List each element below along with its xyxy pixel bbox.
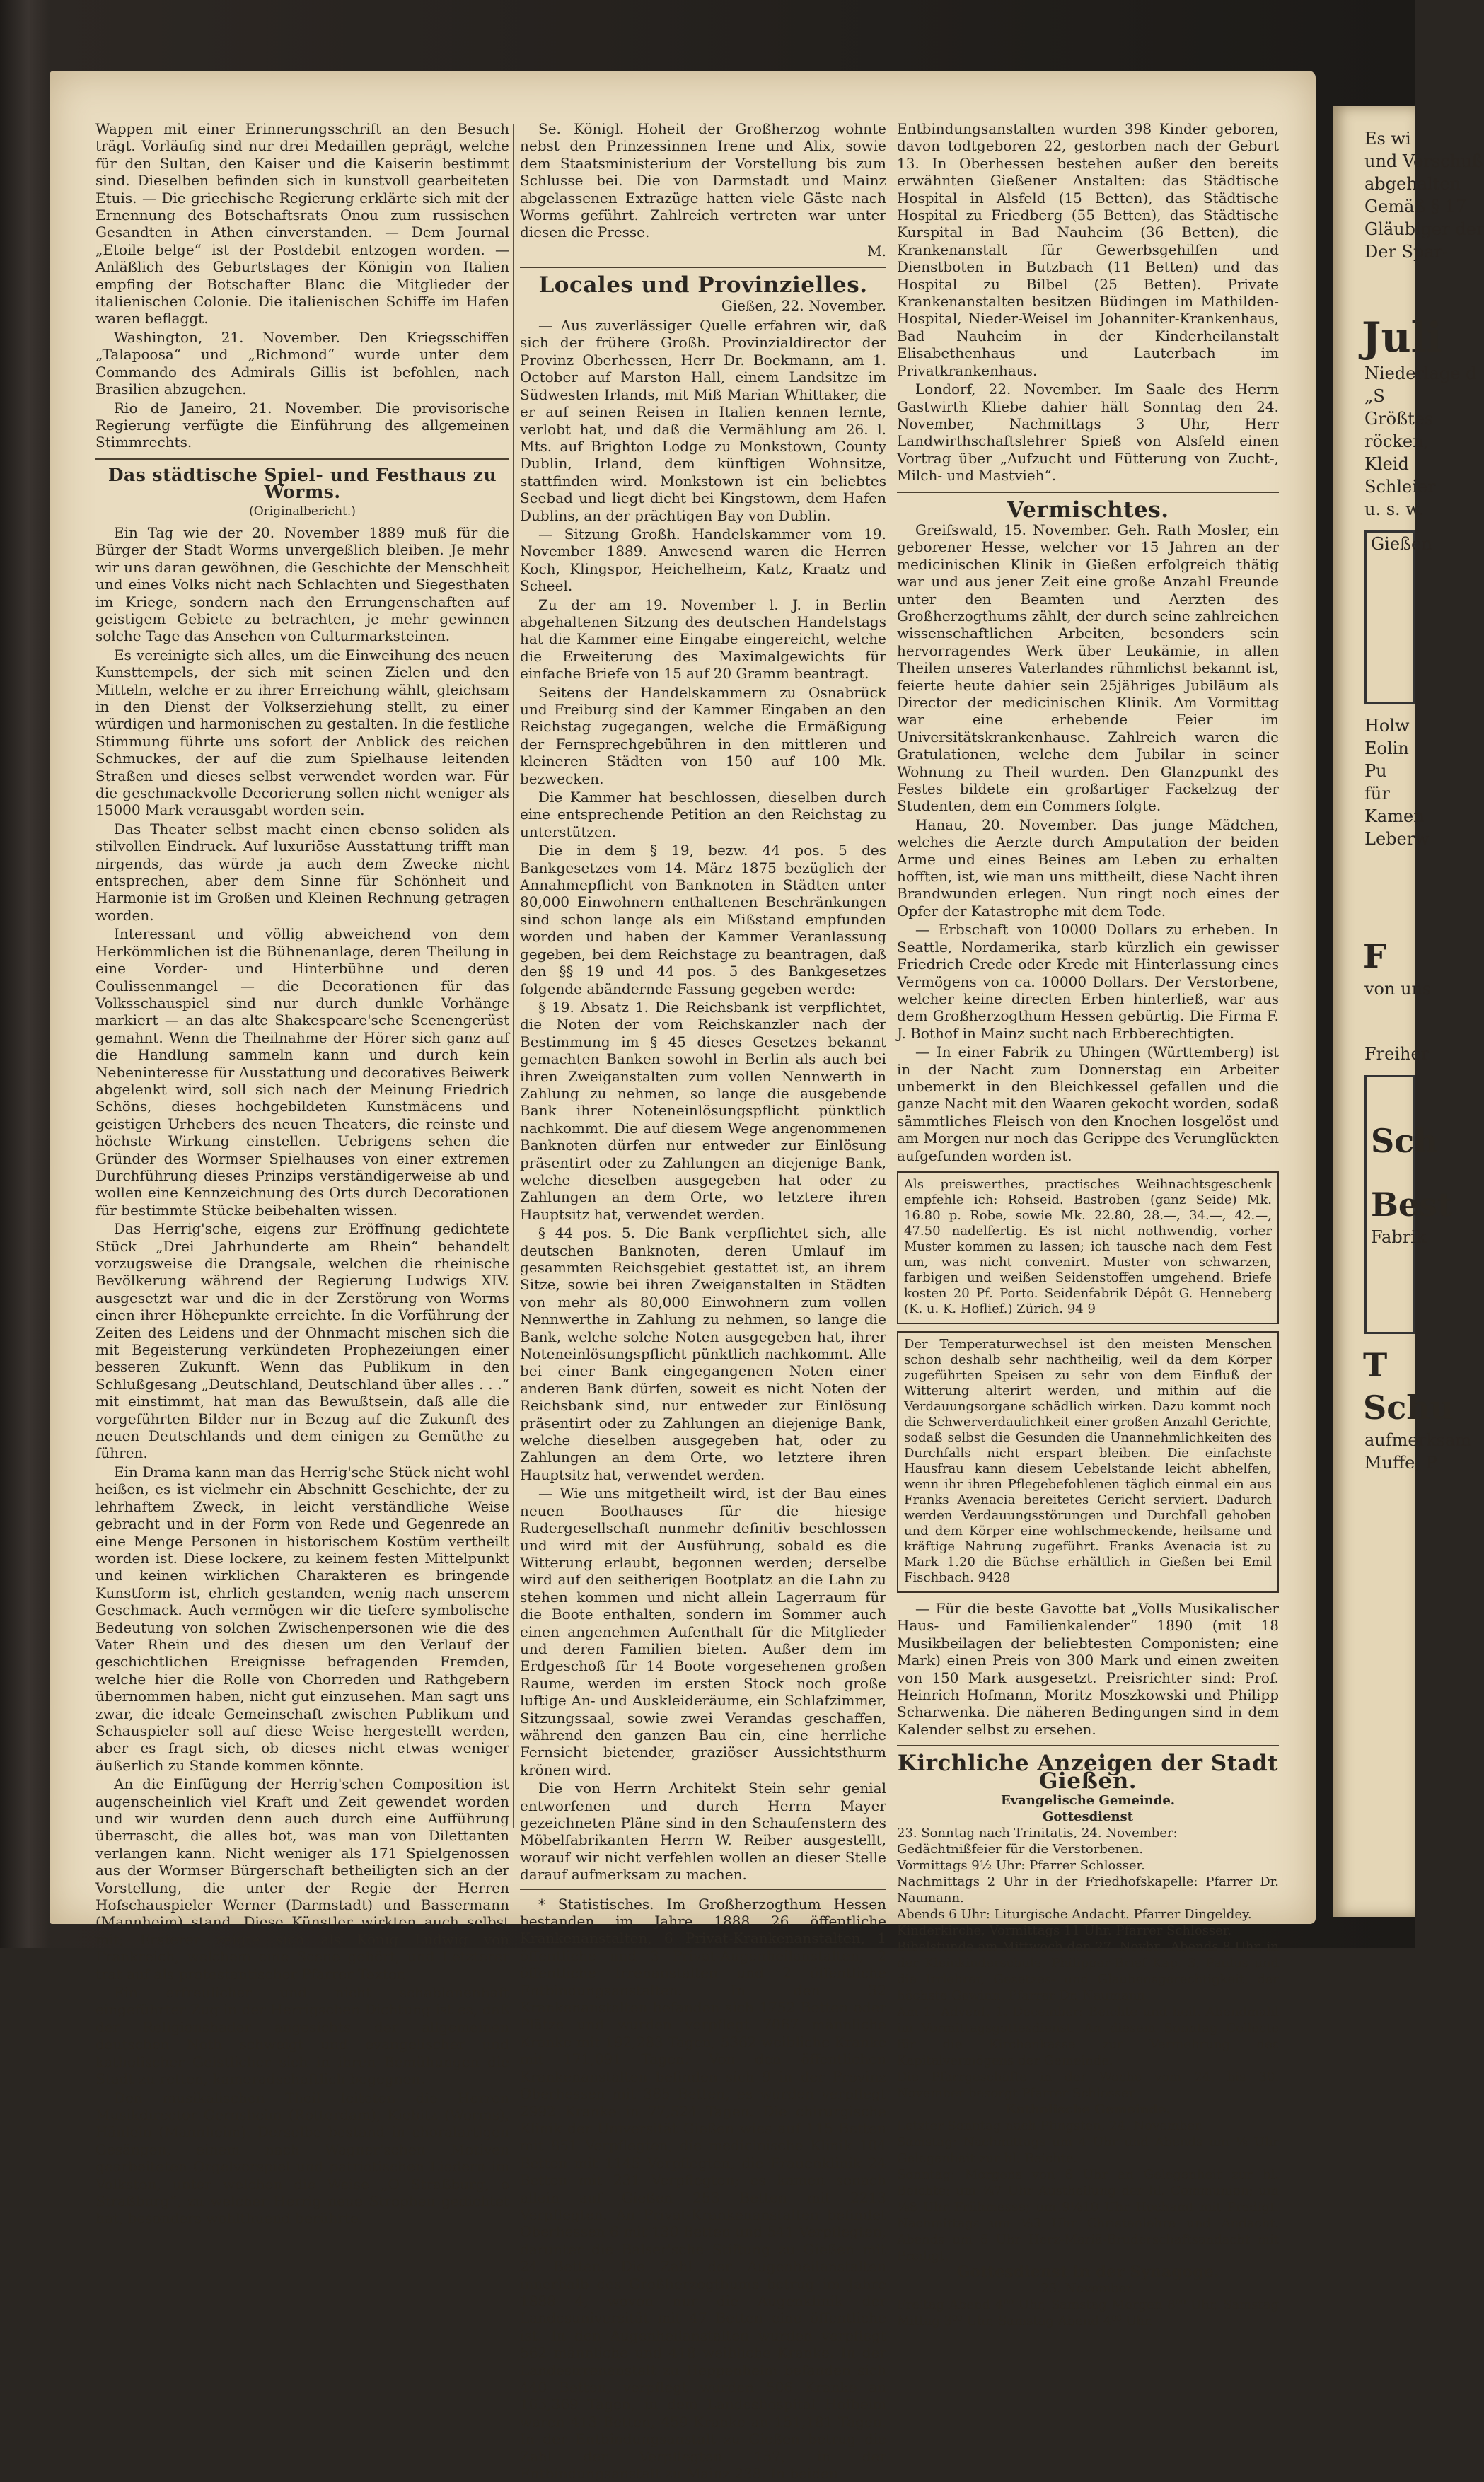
article-paragraph: * Statistisches. Im Großherzogthum Hessen bestanden im Jahre 1888 26 öffentliche Krankenanstalten, 6 Privat-Krankenanstalten, 1 öffentliche und 3 Privat-Augenheilanstalten, 2 öffentliche Irrenanstalten und 2 öffentliche Entbindungsanstalten. In den 32 Krankenanstalten befanden sich 1752 Betten oder Plätze und wurden verpflegt 7067 männliche Kranke mit 192,283 Tagen, 5362 weibliche Kranke mit 171,091 Tagen. Von den öffentlichen Krankenanstalten befinden sich 9 in der Provinz Oberhessen mit 385 Betten, es wurden verpflegt 2992 Kranke in 77,524 Tagen. Die chirurgische Klinik der Universität Gießen wies auf 115 Betten mit 851 Verpflegten, die medicinische Klinik 104 Betten mit 1145 Verpflegten, die Frauenklinik 24 Betten mit 231 Verpflegten; es kamen sonach allein auf Gießen 253 Betten mit 2213 Verpflegten. An Privat-Krankenanstalten befindet Oberhessen 6 mit 130 Betten und 541 Verpflegten, darunter die Balser'sche Stiftung zu Gießen mit 24 Betten. Die Zahl der Augenheilanstalten innerhalb des Großherzogthums betrug im Jahre 1888 4, wovon nur die Augenklinik der Landesuniversität mit 47 Betten eine öffentliche ist. In den Augenheilanstalten wurden verpflegt 562 männliche und 418 weibliche Kranke. In der Landesirrenanstalt zu Heppenheim befanden sich 440 Betten, verpflegt wurden 506 Kranke an 165,369 Tagen, in dem Landeshospital Hofheim waren 413 Betten, 459 Kranke an 151,181 Tagen. In der Entbindungsanstalt zu Gießen betrug die Zahl der Verpflegten 157, in der Entbindungsanstalt zu Mainz 238. In beiden — [520, 1895, 886, 2482]
notice-line: Kinderkirche, Vormittags 11 Uhr. Pfarrer Schlosser. — [897, 1923, 1232, 1939]
article-paragraph: Ein erfreulicher und nicht schablonenhaft eingeführter Zug in der Herrigschen Dichtung ist es, daß der Religionshader angesichts der allgemeinen deutschen Noth schweigt und evangelischer und katholischer Geistlicher sich in ihren Bemühungen die Stadt zu retten, kameradschaftlich begegnen. — [95, 1984, 509, 2088]
article-paragraph: Es vereinigte sich alles, um die Einweihung des neuen Kunsttempels, der sich mit seinen Zielen und den Mitteln, welche er zu ihrer Erreichung wählt, gleichsam in den Dienst der Volkserziehung stellt, zu einer würdigen und harmonischen zu gestalten. In die festliche Stimmung führte uns sofort der Anblick des reichen Schmuckes, der auf die zum Spielhause leitenden Straßen und dieses selbst verwendet worden war. Für die geschmackvolle Decorierung sollen nicht weniger als 15000 Mark verausgabt worden sein. — [95, 646, 509, 819]
dateline: Gießen, 22. November. — [721, 296, 886, 314]
article-paragraph: Entbindungsanstalten wurden 398 Kinder geboren, davon todtgeboren 22, gestorben nach der Geburt 13. In Oberhessen bestehen außer den bereits erwähnten Gießener Anstalten: das Städtische Hospital in Alsfeld (15 Betten), das Städtische Hospital zu Friedberg (55 Betten), das Städtische Kurspital in Bad Nauheim (36 Betten), die Krankenanstalt für Gewerbsgehilfen und Dienstboten in Butzbach (11 Betten) und das Hospital zu Bilbel (25 Betten). Private Krankenanstalten besitzen Büdingen im Mathilden-Hospital, Nieder-Weisel im Johanniter-Krankenhaus, Bad Nauheim in der Kinderheilanstalt Elisabethenhaus und Lauterbach im Privatkrankenhaus. — [897, 120, 1279, 379]
edge-text: Gemäß § 17 — [1364, 197, 1467, 216]
article-paragraph: Die in dem § 19, bezw. 44 pos. 5 des Bankgesetzes vom 14. März 1875 bezüglich der Annahmepflicht von Banknoten in Städten unter 80,000 Einwohnern enthaltenen Beschränkungen sind schon lange als ein Mißstand empfunden worden und haben der Kammer Veranlassung gegeben, bei dem Reichstage zu beantragen, daß den §§ 19 und 44 pos. 5 des Bankgesetzes folgende abändernde Fassung gegeben werde: — [520, 842, 886, 997]
edge-text: Fabrik — [1371, 1227, 1427, 1247]
edge-text: Leberw — [1364, 829, 1430, 849]
synagogue-heading: Gottesdienst in der Synagoge. — [956, 2263, 1219, 2282]
congregation-heading: Evangelische Gemeinde. — [1000, 1793, 1176, 1809]
notice-line: Gedächtnißfeier für die Verstorbenen. — [897, 1842, 1144, 1857]
section-heading: Vermischtes. — [1007, 497, 1169, 523]
article-subheading: (Originalbericht.) — [249, 504, 356, 518]
article-paragraph: Interessant und völlig abweichend von dem Herkömmlichen ist die Bühnenanlage, deren Theilung in eine Vorder- und Hinterbühne und deren Coulissenmangel — die Decorationen für das Volksschauspiel sind nur durch dunkle Vorhänge markiert — an das alte Shakespeare'sche Scenengerüst gemahnt. Wenn die Theilnahme der Hörer sich ganz auf die Handlung sammeln kann und durch kein Nebeninteresse für Ausstattung und decoratives Beiwerk abgelenkt wird, soll sich nach der Meinung Friedrich Schöns, dieses hochgebildeten Kunstmäcens und geistigen Urhebers des neuen Theaters, die reinste und höchste Wirkung einstellen. Uebrigens sehen die Gründer des Wormser Spielhauses von einer extremen Durchführung dieses Prinzips verständigerweise ab und wollen eine Kennzeichnung des Orts durch Decorationen für bestimmte Stücke beibehalten wissen. — [95, 925, 509, 1219]
notice-paragraph: — Für die beste Gavotte bat „Volls Musikalischer Haus- und Familienkalender“ 1890 (mit 18 Musikbeilagen der beliebtesten Componisten; eine Mark) einen Preis von 300 Mark und einen zweiten von 150 Mark ausgesetzt. Preisrichter sind: Prof. Heinrich Hofmann, Moritz Moszkowski und Philipp Scharwenka. Die näheren Bedingungen sind in dem Kalender selbst zu ersehen. — [897, 1599, 1279, 1738]
article-paragraph: Die Kammer hat beschlossen, dieselben durch eine entsprechende Petition an den Reichstag zu unterstützen. — [520, 789, 886, 840]
article-paragraph: — Sitzung Großh. Handelskammer vom 19. November 1889. Anwesend waren die Herren Koch, Klingspor, Heichelheim, Katz, Kraatz und Scheel. — [520, 525, 886, 595]
article-paragraph: Washington, 21. November. Den Kriegsschiffen „Talapoosa“ und „Richmond“ wurde unter dem Commando des Admirals Gillis ist befohlen, nach Brasilien abzugehen. — [95, 328, 509, 398]
article-paragraph: Londorf, 22. November. Im Saale des Herrn Gastwirth Kliebe dahier hält Sonntag den 24. November, Nachmittags 3 Uhr, Herr Landwirthschaftslehrer Spieß von Alsfeld einen Vortrag über „Aufzucht und Fütterung von Zucht-, Milch- und Mastvieh“. — [897, 381, 1279, 485]
article-paragraph: Das Theater selbst macht einen ebenso soliden als stilvollen Eindruck. Auf luxuriöse Ausstattung trifft man nirgends, das würde ja auch dem Zwecke nicht entsprechen, aber dem Sinne für Schönheit und Harmonie ist im Großen und Kleinen Rechnung getragen worden. — [95, 820, 509, 924]
notice-line: Bibelstunde am Mittwoch den 27. Novbr., Abends 8 Uhr, in der Kleinkinderschule, Philipper-Brief Kap. 3, Paulus und die Irrlehrer, Gesetzes- und Glaubensgerechtigkeit, der höchste Gewinn. Pfarrer Dr. Naumann — [897, 1939, 1279, 2004]
section-divider — [520, 267, 886, 268]
notice-line: Nachmittags 2 Uhr in der Friedhofskapelle: Pfarrer Dr. Naumann. — [897, 1874, 1279, 1906]
article-paragraph: Die von Herrn Architekt Stein sehr genial entworfenen und durch Herrn Mayer gezeichneten Pläne sind in den Schaufenstern des Möbelfabrikanten Herrn W. Reiber ausgestellt, worauf wir nicht verfehlen wollen an dieser Stelle darauf aufmerksam zu machen. — [520, 1780, 886, 1884]
edge-text: Es wi — [1364, 129, 1411, 149]
edge-text: Gießen — [1371, 534, 1432, 554]
notice-line: 23. Sonntag nach Trinitatis, 24. November: — [897, 1826, 1178, 1841]
notice-line: Sonntag: Morgens von 6 Uhr an Gelegenheit zur hl. Beichte; um ⅞7 Uhr Austheilung der hl. Communion; um ⅛8 Uhr Frühmesse; um 9⅛10 Uhr Hochamt mit Predigt. Nachmittags um ⅓3 Uhr Christenlehre und Andacht. Abends um 6 Uhr Herz-Mariä-Bruderschaftsandacht mit Predigt. — [897, 2167, 1279, 2264]
article-paragraph: Ein Drama kann man das Herrig'sche Stück nicht wohl heißen, es ist vielmehr ein Abschnitt Geschichte, der zu lehrhaftem Zweck, in leicht verständliche Weise gebracht und in der Form von Rede und Gegenrede an eine Menge Personen in historischem Kostüm vertheilt worden ist. Diese lockere, zu keinem festen Mittelpunkt und keinen wirklichen Charakteren es bringende Kunstform ist, ehrlich gestanden, wenig nach unserem Geschmack. Auch vermögen wir die tiefere symbolische Bedeutung von solchen Zwischenpersonen wie die des Vater Rhein und des diesen um den Verlauf der geschichtlichen Ereignisse befragenden Fremden, welche hier die Rolle von Chorreden und Rathgebern übernommen haben, nicht gut einzusehen. Man sagt uns zwar, die ideale Gemeinschaft zwischen Publikum und Schauspieler soll auf diese Weise hergestellt werden, aber es fragt sich, ob dieses nicht etwas weniger äußerlich zu Stande kommen könnte. — [95, 1463, 509, 1774]
notice-line: Letzter Sonntag nach Pfingsten, 24. November. — [897, 2118, 1204, 2134]
article-paragraph: Se. Königl. Hoheit der Großherzog wohnte nebst den Prinzessinnen Irene und Alix, sowie dem Staatsministerium der Vorstellung bis zum Schlusse bei. Die von Darmstadt und Mainz abgelassenen Extrazüge hatten viele Gäste nach Worms geführt. Zahlreich vertreten war unter diesen die Presse. — [520, 120, 886, 241]
edge-text: von uns — [1364, 979, 1432, 999]
article-paragraph: Seitens der Handelskammern zu Osnabrück und Freiburg sind der Kammer Eingaben an den Reichstag zugegangen, welche die Ermäßigung der Fernsprechgebühren in den mittleren und kleineren Städten von 150 auf 100 Mk. bezwecken. — [520, 683, 886, 787]
article-paragraph: Den musikalischen Theil leiteten die Herren Musikdirector Gernsheim (Rotterdam), Kiebitz (Worms), Hänlein (Mannheim). Derselbe bestand in choralartigen Gesängen, einem nach Wagner'schen Motiven gearbeiteten Orgelvorspiel und patriotischen Liedern im Volkston, unter welchen die Weise „O Straßburg, o Straßburg“, zu welcher Herrig neue Strophen gedichtet hat, besonders wohlthuend berührte. — [95, 2089, 509, 2227]
edge-heading: Best — [1371, 1185, 1453, 1224]
article-paragraph: § 19. Absatz 1. Die Reichsbank ist verpflichtet, die Noten der vom Reichskanzler nach der Bestimmung im § 45 dieses Gesetzes bekannt gemachten Banken sowohl in Berlin als auch bei ihren Zweiganstalten zum vollen Nennwerth in Zahlung zu nehmen, so lange die ausgebende Bank ihrer Noteneinlösungspflicht pünktlich nachkommt. Die auf diesem Wege angenommenen Banknoten dürfen nur entweder zur Einlösung präsentirt oder zu Zahlungen an diejenige Bank, welche dieselben ausgegeben hat oder zu Zahlungen an dem Orte, wo letztere ihren Hauptsitz hat, verwendet werden. — [520, 998, 886, 1223]
article-paragraph: § 44 pos. 5. Die Bank verpflichtet sich, alle deutschen Banknoten, deren Umlauf im gesammten Reichsgebiet gestattet ist, an ihrem Sitze, sowie bei ihren Zweiganstalten in Städten von mehr als 80,000 Einwohnern zum vollen Nennwerthe in Zahlung zu nehmen, so lange die Bank, welche solche Noten ausgegeben hat, ihrer Noteneinlösungspflicht pünktlich nachkommt. Alle bei einer Bank eingegangenen Noten einer anderen Bank dürfen, soweit es nicht Noten der Reichsbank sind, nur entweder zur Einlösung präsentirt oder zu Zahlungen an diejenige Bank, welche dieselben ausgegeben hat, oder zu Zahlungen an dem Orte, wo letztere ihren Hauptsitz hat, verwendet werden. — [520, 1224, 886, 1483]
edge-heading: F — [1363, 937, 1386, 975]
ad-text: Der Temperaturwechsel ist den meisten Menschen schon deshalb sehr nachtheilig, weil da dem Körper zugeführten Speisen zu sehr von dem Einfluß der Witterung alterirt werden, und mithin auf die Verdauungsorgane schädlich wirken. Dazu kommt noch die Schwerverdaulichkeit einer großen Anzahl Gerichte, sodaß selbst die Gesunden die Unannehmlichkeiten des Durchfalls nicht erspart bleiben. Die einfachste Hausfrau kann diesem Uebelstande leicht abhelfen, wenn ihr ihren Pflegebefohlenen täglich einmal ein aus Franks Avenacia bereitetes Gericht serviert. Dadurch werden Verdauungsstörungen und Durchfall gehoben und dem Körper eine wohlschmeckende, heilsame und kräftige Nahrung zugeführt. Franks Avenacia ist zu Mark 1.20 die Büchse erhältlich in Gießen bei Emil Fischbach. 9428 — [904, 1336, 1272, 1585]
ad-text: Als preiswerthes, practisches Weihnachtsgeschenk empfehle ich: Rohseid. Bastroben (ganz Seide) Mk. 16.80 p. Robe, sowie Mk. 22.80, 28.—, 34.—, 42.—, 47.50 nadelfertig. Es ist nicht nothwendig, vorher Muster kommen zu lassen; ich tausche nach dem Fest um, was nicht convenirt. Muster von schwarzen, farbigen und weißen Seidenstoffen umgehend. Briefe kosten 20 Pf. Porto. Seidenfabrik Dépôt G. Henneberg (K. u. K. Hoflief.) Zürich. 94 9 — [904, 1176, 1272, 1316]
edge-text: Holw — [1364, 716, 1410, 736]
column-2 — [520, 120, 886, 2482]
notice-line: Vormittags 9½ Uhr: Pfarrer Schlosser. — [897, 1858, 1145, 1874]
edge-text: abgehalten — [1364, 174, 1461, 194]
article-paragraph: Zu der am 19. November l. J. in Berlin abgehaltenen Sitzung des deutschen Handelstags hat die Kammer eine Eingabe eingereicht, welche die Erweiterung des Maximalgewichts für einfache Briefe von 15 auf 20 Gramm beantragt. — [520, 596, 886, 683]
notice-line: Die Pfarrgeschäfte in der Woche vom 24. bis 30. November besorgt Pfarrer Schlosser. — [897, 2070, 1279, 2101]
adjacent-page-edge — [1333, 106, 1484, 1917]
article-paragraph: — Wie uns mitgetheilt wird, ist der Bau eines neuen Boothauses für die hiesige Rudergesellschaft nunmehr definitiv beschlossen und wird mit der Ausführung, sobald es die Witterung erlaubt, begonnen werden; derselbe wird auf den seitherigen Bootplatz an die Lahn zu stehen kommen und nicht allein Lagerraum für die Boote enthalten, sondern im Sommer auch einen angenehmen Aufenthalt für die Mitglieder und deren Familien bieten. Außer dem im Erdgeschoß für 14 Boote vorgesehenen großen Raume, werden im ersten Stock noch große luftige An- und Auskleideräume, ein Schlafzimmer, Sitzungssaal, sowie zwei Verandas geschaffen, während den ganzen Bau ein, eine herrliche Fernsicht bietender, graziöser Aussichtsthurm krönen wird. — [520, 1485, 886, 1778]
notice-line: Abends 6 Uhr: Liturgische Andacht. Pfarrer Dingeldey. — [897, 1907, 1252, 1923]
article-paragraph: Greifswald, 15. November. Geh. Rath Mosler, ein geborener Hesse, welcher vor 15 Jahren an der medicinischen Klinik in Gießen erfolgreich thätig war und aus jener Zeit eine große Anzahl Freunde unter den Beamten und Aerzten des Großherzogthums zählt, der durch seine zahlreichen wissenschaftlichen Arbeiten, besonders sein hervorragendes Werk über Leukämie, in allen Theilen unseres Vaterlandes rühmlichst bekannt ist, feierte heute dahier sein 25jähriges Jubiläum als Director der medicinischen Klinik. Am Vormittag war eine erhebende Feier im Universitätskrankenhause. Zahlreich waren die Gratulationen, welche dem Jubilar in seiner Wohnung zu Theil wurden. Den Glanzpunkt des Festes bildete ein großartiger Fackelzug der Studenten, dem ein Commers folgte. — [897, 521, 1279, 815]
advertisement-silk — [897, 1171, 1279, 1324]
advertisement-avenacia — [897, 1331, 1279, 1593]
edge-text: röcken, — [1364, 431, 1430, 451]
notice-line: Freitag Abend 4⁰⁰ Uhr, Samstag Morgen 8⁰⁰ Uhr, Samstag Mittag 3⁰⁰ Uhr, Samstag Abend 4⁰⁰ Uhr. — [897, 2297, 1279, 2329]
notice-line: Am 1. Advent, 1. December: Beichte und heil. Abendmahl im Vormittagsgottesdienst. An diesem Sonntag Collecte für die Kirchenkasse zur Vermehrung des Kapitalvermögens der Gemeinde. — [897, 2005, 1279, 2069]
edge-text: Kleid — [1364, 454, 1409, 474]
edge-text: Muffe, P — [1364, 1453, 1437, 1473]
section-heading: Locales und Provinzielles. — [538, 272, 868, 298]
section-divider — [897, 492, 1279, 493]
edge-text: Schleier — [1364, 477, 1436, 497]
edge-ad-box — [1364, 530, 1432, 704]
article-paragraph: Hanau, 20. November. Das junge Mädchen, welches die Aerzte durch Amputation der beiden Arme und eines Beines am Leben zu erhalten hofften, ist, wie man uns mittheilt, diese Nacht ihren Brandwunden erlegen. Nun ringt noch eines der Opfer der Katastrophe mit dem Tode. — [897, 816, 1279, 920]
article-paragraph: Wappen mit einer Erinnerungsschrift an den Besuch trägt. Vorläufig sind nur drei Medaillen geprägt, welche für den Sultan, den Kaiser und die Kaiserin bestimmt sind. Dieselben befinden sich in kunstvoll gearbeiteten Etuis. — Die griechische Regierung erklärte sich mit der Ernennung des Botschaftsrats Onou zum russischen Gesandten in Athen einverstanden. — Dem Journal „Etoile belge“ ist der Postdebit entzogen worden. — Anläßlich des Geburtstages der Königin von Italien empfing der Botschafter Blanc die Mitglieder der italienischen Colonie. Die italienischen Schiffe im Hafen waren beflaggt. — [95, 120, 509, 327]
article-paragraph: Rio de Janeiro, 21. November. Die provisorische Regierung verfügte die Einführung des allgemeinen Stimmrechts. — [95, 399, 509, 451]
article-paragraph: — In einer Fabrik zu Uhingen (Württemberg) ist in der Nacht zum Donnerstag ein Arbeiter unbemerkt in den Bleichkessel gefallen und die ganze Nacht mit den Waaren gekocht worden, sodaß sämmtliches Fleisch von den Knochen losgelöst und am Morgen nur noch das Gerippe des Verunglückten aufgefunden worden ist. — [897, 1043, 1279, 1164]
edge-text: Gläubiger der — [1364, 219, 1484, 239]
article-heading: Das städtische Spiel- und Festhaus zu Worms. — [108, 464, 497, 503]
edge-text: Pu — [1364, 761, 1387, 781]
column-divider — [513, 124, 514, 1828]
section-divider — [520, 1889, 886, 1890]
edge-heading: Schu — [1363, 1388, 1454, 1427]
edge-heading: Juli — [1362, 313, 1442, 361]
church-notices-heading: Kirchliche Anzeigen der Stadt Gießen. — [897, 1751, 1279, 1794]
church-notices — [897, 1792, 1279, 2329]
notice-line: 23. November. — [1040, 2281, 1135, 2297]
section-divider — [897, 1745, 1279, 1746]
edge-text: Niederlage d — [1364, 364, 1477, 383]
article-paragraph: Ein Tag wie der 20. November 1889 muß für die Bürger der Stadt Worms unvergeßlich bleiben. Je mehr wir uns daran gewöhnen, die Geschichte der Menschheit und eines Volks nicht nach Schlachten und Siegesthaten im Kriege, sondern nach den Errungenschaften auf geistigem Gebiete zu betrachten, je mehr gewinnen solche Tage das Ansehen von Culturmarksteinen. — [95, 523, 509, 645]
column-3 — [897, 120, 1279, 2329]
column-1 — [95, 120, 509, 2227]
edge-text: Freiher — [1364, 1044, 1430, 1064]
edge-text: und Vorschuß — [1364, 151, 1483, 171]
congregation-heading: Katholische Gemeinde. — [1005, 2102, 1171, 2118]
section-divider — [95, 458, 509, 460]
edge-text: Eolin — [1364, 738, 1409, 758]
article-paragraph: Das Herrig'sche, eigens zur Eröffnung gedichtete Stück „Drei Jahrhunderte am Rhein“ behandelt vorzugsweise die Drangsale, welchen die rheinische Bevölkerung während der Regierung Ludwigs XIV. ausgesetzt war und die in der Zerstörung von Worms einen ihrer Höhepunkte erreichte. In die Vorführung der Zeiten des Leidens und der Ohnmacht mischen sich die mit Begeisterung verkündeten Prophezeiungen einer besseren Zukunft. Wenn das Publikum in den Schlußgesang „Deutschland, Deutschland über alles . . .“ mit einstimmt, hat man das Bewußtsein, daß alle die vorgeführten Bilder nur in Bezug auf die Zukunft des neuen Deutschlands und dem einigen zu Gemüthe zu führen. — [95, 1220, 509, 1462]
edge-heading: T — [1363, 1346, 1388, 1384]
edge-text: für — [1364, 784, 1390, 804]
edge-ad-box — [1364, 1075, 1453, 1334]
edge-text: „S — [1364, 386, 1385, 406]
notice-line: Samstag: Nachmittags um 4 Uhr und Abends um ⅛ Uhr Gelegenheit zur hl. Beichte. — [897, 2135, 1279, 2167]
edge-text: Kamen — [1364, 806, 1425, 826]
edge-text: Größtes — [1364, 409, 1434, 429]
article-paragraph: An die Einfügung der Herrig'schen Composition ist augenscheinlich viel Kraft und Zeit gewendet worden und wir wurden denn auch durch eine Aufführung überrascht, die alles bot, was man von Dilettanten verlangen kann. Nicht weniger als 171 Spielgenossen aus der Wormser Bürgerschaft betheiligten sich an der Vorstellung, die unter der Regie der Herren Hofschauspieler Werner (Darmstadt) und Bassermann (Mannheim) stand. Diese Künstler wirkten auch selbst mit; Ersterer zeigte sich als König Ludwig von Frankreich, welchem eine Scene gehört, und Letzterer trat auf als protestantischer Pfarrer Textor. — [95, 1775, 509, 1983]
edge-text: Der Spar- — [1364, 242, 1449, 262]
article-paragraph: — Erbschaft von 10000 Dollars zu erheben. In Seattle, Nordamerika, starb kürzlich ein gewisser Friedrich Crede oder Krede mit Hinterlassung eines Vermögens von ca. 10000 Dollars. Der Verstorbene, welcher keine directen Erben hinterließ, war aus dem Großherzogthum Hessen gebürtig. Die Firma F. J. Bothof in Mainz sucht nach Erbberechtigten. — [897, 921, 1279, 1042]
edge-heading: Sch — [1371, 1122, 1438, 1160]
article-paragraph: — Aus zuverlässiger Quelle erfahren wir, daß sich der frühere Großh. Provinzialdirector der Provinz Oberhessen, Herr Dr. Boekmann, am 1. October auf Marston Hall, einem Landsitze im Südwesten Irlands, mit Miß Marian Whittaker, die er auf seinen Reisen in Italien kennen lernte, verlobt hat, und daß die Vermählung am 26. l. Mts. auf Brighton Lodge zu Monkstown, County Dublin, Irland, dem künftigen Wohnsitze, stattfinden wird. Monkstown ist ein beliebtes Seebad und liegt dicht bei Kingstown, dem Hafen Dublins, an der prächtigen Bay von Dublin. — [520, 317, 886, 524]
author-signature: M. — [867, 242, 886, 260]
service-heading: Gottesdienst — [1042, 1809, 1133, 1825]
edge-text: aufmerksam — [1364, 1430, 1472, 1450]
edge-text: u. s. w. — [1364, 499, 1424, 519]
